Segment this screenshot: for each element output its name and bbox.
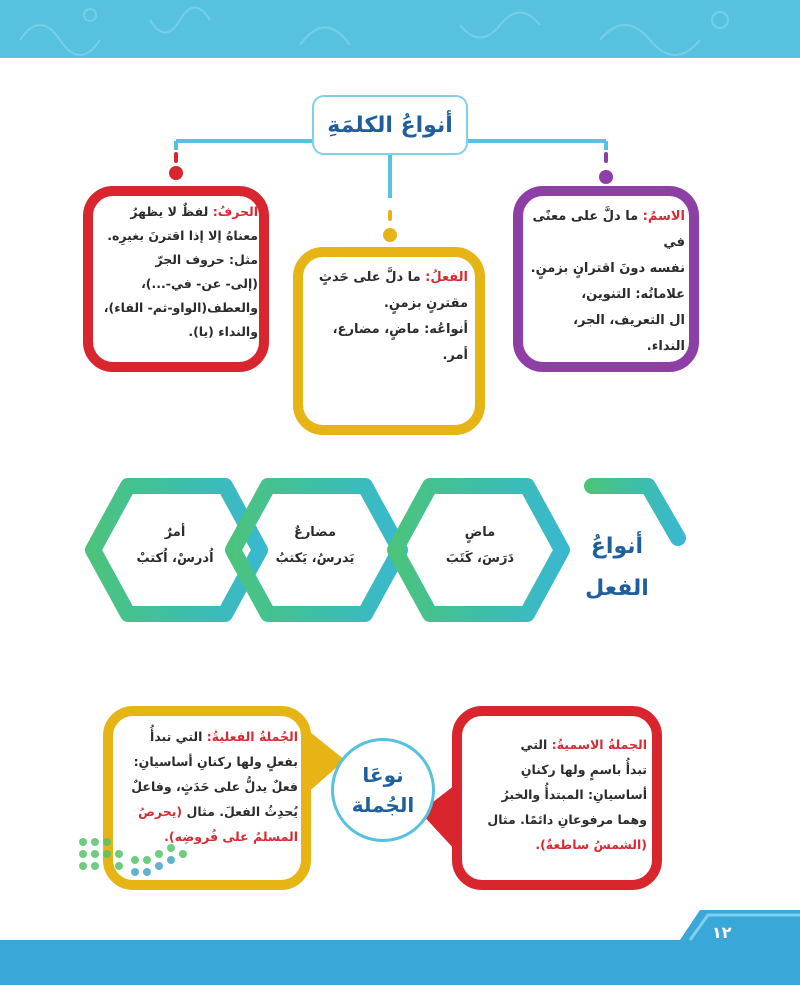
verb-line: أمر. xyxy=(442,348,468,363)
ministry-logo-watermark xyxy=(75,832,205,892)
verbal-sentence-line: يُحدِثُ الفعلَ. مثال xyxy=(186,804,298,819)
past-verb-name: ماضٍ xyxy=(464,525,496,540)
bottom-banner xyxy=(0,910,800,985)
nominal-sentence-line: تبدأُ باسمٍ ولها ركنانِ xyxy=(520,762,647,777)
verb-term: الفعلُ: xyxy=(425,270,468,285)
nominal-sentence-example: (الشمسُ ساطعةٌ). xyxy=(535,837,647,852)
present-verb-example: يَدرسُ، يَكتبُ xyxy=(275,551,355,566)
verb-types-title xyxy=(572,526,662,610)
page-number: ١٢ xyxy=(712,923,732,942)
noun-line: النداء. xyxy=(646,339,685,354)
verb-card-text xyxy=(310,265,468,369)
particle-line: (إلى- عن- في-...)، xyxy=(141,276,258,291)
page-title: أنواعُ الكلمَةِ xyxy=(312,95,468,155)
imperative-verb-example: اُدرسْ، اُكتبْ xyxy=(136,551,214,566)
particle-line: والعطف(الواو-ثم- الفاء)، xyxy=(103,300,258,315)
particle-line: لفظٌ لا يظهرُ xyxy=(130,204,209,219)
sentence-types-title-line2: الجُملة xyxy=(351,793,415,817)
imperative-verb-label xyxy=(110,520,240,572)
verb-line: مقترنٍ بزمنٍ. xyxy=(383,296,468,311)
noun-card-text xyxy=(530,204,685,360)
sentence-types-title xyxy=(331,738,435,842)
verbal-sentence-line: بفعلٍ ولها ركنانِ أساسيانِ: xyxy=(133,754,298,769)
past-verb-label xyxy=(415,520,545,572)
verb-line: ما دلَّ على حَدثٍ xyxy=(318,270,421,285)
noun-line: نفسه دونَ اقترانٍ بزمنٍ. xyxy=(530,261,685,276)
verb-types-title-line2: الفعل xyxy=(585,576,649,601)
verbal-sentence-line: التي تبدأُ xyxy=(150,729,203,744)
nominal-sentence-line: التي xyxy=(520,737,548,752)
verbal-sentence-example: (يحرصُ المسلمُ على فُروضِه). xyxy=(138,804,298,844)
nominal-sentence-line: وهما مرفوعانِ دائمًا. مثال xyxy=(487,812,647,827)
particle-line: مثل: حروف الجرّ xyxy=(155,252,258,267)
particle-term: الحرفُ: xyxy=(212,204,258,219)
verbal-sentence-line: فعلٌ يدلُّ على حَدَثٍ، وفاعلٌ xyxy=(131,779,298,794)
nominal-sentence-term: الجملةُ الاسميةُ: xyxy=(551,737,647,752)
noun-line: ما دلَّ على معنًى في xyxy=(532,209,685,250)
verbal-sentence-term: الجُملةُ الفعليةُ: xyxy=(206,729,298,744)
verbal-sentence-text xyxy=(118,724,298,849)
particle-card-text xyxy=(96,200,258,344)
particle-line: معناهُ إلا إذا اقترنَ بغيرِه. xyxy=(107,228,258,243)
imperative-verb-name: أمرٌ xyxy=(164,525,186,540)
particle-line: والنداء (يا). xyxy=(188,324,258,339)
nominal-sentence-line: أساسيانِ: المبتدأُ والخبرُ xyxy=(501,787,647,802)
noun-term: الاسمُ: xyxy=(642,209,685,224)
present-verb-name: مضارعٌ xyxy=(293,525,337,540)
nominal-sentence-text xyxy=(467,732,647,857)
sentence-types-title-line1: نوعَا xyxy=(362,763,404,787)
past-verb-example: دَرَسَ، كَتَبَ xyxy=(445,551,515,566)
verb-types-title-line1: أنواعُ xyxy=(590,534,644,559)
present-verb-label xyxy=(250,520,380,572)
noun-line: علاماتُه: التنوين، xyxy=(581,287,685,302)
verb-line: أنواعُه: ماضٍ، مضارع، xyxy=(332,322,468,337)
noun-line: ال التعريف، الجر، xyxy=(573,313,685,328)
